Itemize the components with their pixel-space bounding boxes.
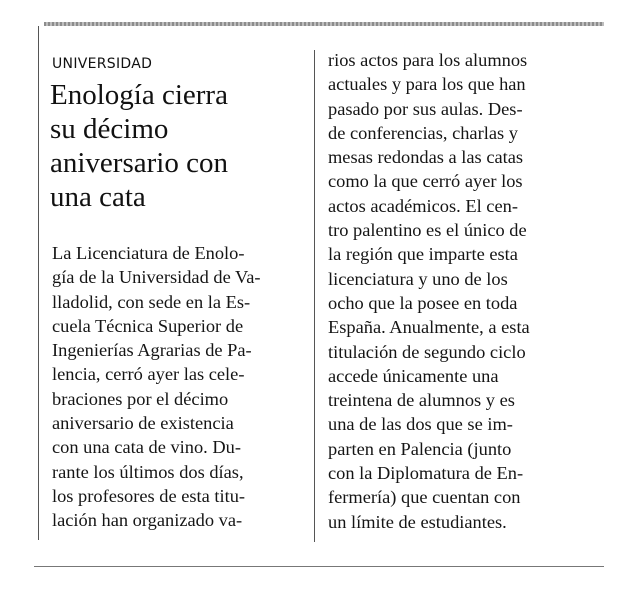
body-line: como la que cerró ayer los: [328, 171, 523, 192]
body-line: mesas redondas a las catas: [328, 147, 524, 168]
section-label: UNIVERSIDAD: [52, 56, 153, 72]
body-line: pasado por sus aulas. Des-: [328, 98, 523, 119]
body-line: fermería) que cuentan con: [328, 487, 521, 508]
body-line: un límite de estudiantes.: [328, 511, 507, 532]
body-line: una de las dos que se im-: [328, 414, 513, 435]
headline-line: Enología cierra: [50, 79, 228, 111]
headline: [50, 78, 310, 214]
body-line: lladolid, con sede en la Es-: [52, 291, 251, 312]
headline-line: su décimo: [50, 113, 169, 145]
body-line: cuela Técnica Superior de: [52, 315, 244, 336]
body-line: Ingenierías Agrarias de Pa-: [52, 340, 252, 361]
body-column-2: [328, 48, 590, 534]
body-line: treintena de alumnos y es: [328, 390, 515, 411]
body-line: rios actos para los alumnos: [328, 50, 528, 70]
body-line: España. Anualmente, a esta: [328, 317, 530, 338]
body-line: actuales y para los que han: [328, 74, 526, 95]
body-line: de conferencias, charlas y: [328, 122, 518, 143]
body-line: tro palentino es el único de: [328, 220, 527, 241]
body-line: los profesores de esta titu-: [52, 485, 246, 506]
headline-line: una cata: [50, 181, 146, 213]
body-line: accede únicamente una: [328, 365, 499, 386]
body-line: braciones por el décimo: [52, 388, 229, 409]
body-line: parten en Palencia (junto: [328, 438, 512, 459]
body-line: La Licenciatura de Enolo-: [52, 243, 245, 263]
body-column-1: [52, 241, 310, 533]
body-line: licenciatura y uno de los: [328, 268, 508, 289]
column-divider: [314, 50, 315, 542]
body-line: ocho que la posee en toda: [328, 292, 518, 313]
column-left-border: [38, 26, 39, 540]
headline-line: aniversario con: [50, 147, 228, 179]
body-line: gía de la Universidad de Va-: [52, 267, 261, 288]
bottom-rule: [34, 566, 604, 567]
body-line: la región que imparte esta: [328, 244, 518, 265]
body-line: lación han organizado va-: [52, 510, 243, 531]
body-line: lencia, cerró ayer las cele-: [52, 364, 245, 385]
body-line: con una cata de vino. Du-: [52, 437, 241, 458]
body-line: aniversario de existencia: [52, 413, 234, 434]
top-rule: [44, 22, 604, 26]
body-line: titulación de segundo ciclo: [328, 341, 526, 362]
body-line: actos académicos. El cen-: [328, 195, 518, 216]
body-line: con la Diplomatura de En-: [328, 463, 524, 484]
body-line: rante los últimos dos días,: [52, 461, 244, 482]
